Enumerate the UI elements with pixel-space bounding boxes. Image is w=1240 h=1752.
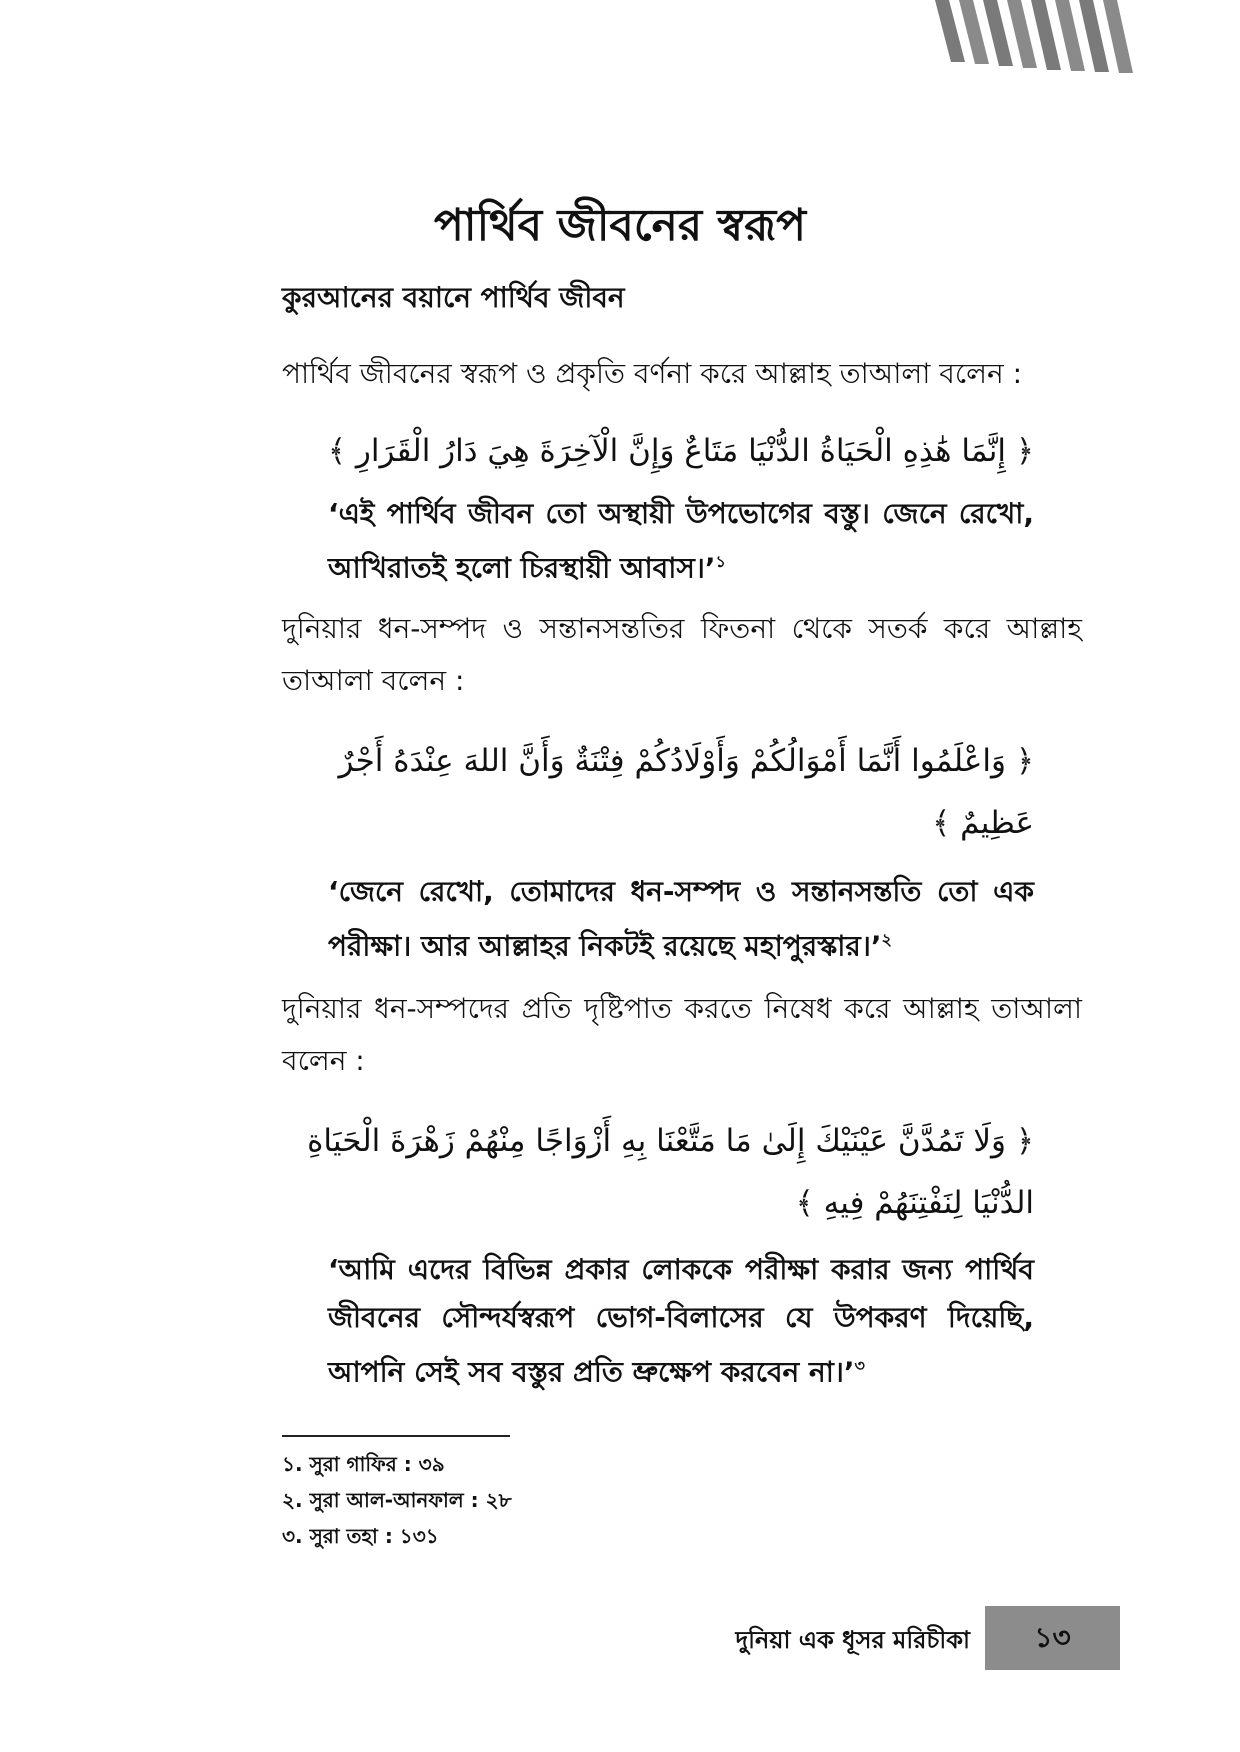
corner-stripe-decoration xyxy=(935,0,1135,74)
intro-paragraph-1: পার্থিব জীবনের স্বরূপ ও প্রকৃতি বর্ণনা করে আল্লাহ তাআলা বলেন : xyxy=(282,357,1023,390)
translation-3: ‘আমি এদের বিভিন্ন প্রকার লোককে পরীক্ষা করার জন্য পার্থিব জীবনের সৌন্দর্যস্বরূপ ভোগ-বিলাসের যে উপকরণ দিয়েছি, আপনি সেই সব বস্তুর প্রতি ভ্রুক্ষেপ করবেন না।’$^৩$ xyxy=(328,1253,1034,1389)
arabic-verse-1: ﴿ إِنَّمَا هَٰذِهِ الْحَيَاةُ الدُّنْيَا مَتَاعٌ وَإِنَّ الْآخِرَةَ هِيَ دَارُ الْقَرَارِ ﴾ xyxy=(327,433,1034,469)
footnote-1: ১. সুরা গাফির : ৩৯ xyxy=(282,1452,445,1476)
section-heading: কুরআনের বয়ানে পার্থিব জীবন xyxy=(282,281,625,314)
footnote-mark: ১ xyxy=(715,552,726,571)
footnote-mark: ২ xyxy=(881,930,892,949)
footnote-mark: ৩ xyxy=(854,1356,865,1375)
page-number: ১৩ xyxy=(1034,1621,1071,1654)
page-number-box xyxy=(985,1606,1120,1670)
footnote-2: ২. সুরা আল-আনফাল : ২৮ xyxy=(282,1488,512,1512)
arabic-verse-2: ﴿ وَاعْلَمُوا أَنَّمَا أَمْوَالُكُمْ وَأَوْلَادُكُمْ فِتْنَةٌ وَأَنَّ اللهَ عِنْدَهُ أَجْرٌ عَظِيمٌ ﴾ xyxy=(338,743,1034,841)
translation-2: ‘জেনে রেখো, তোমাদের ধন-সম্পদ ও সন্তানসন্ততি তো এক পরীক্ষা। আর আল্লাহর নিকটই রয়েছে মহাপুরস্কার।’$^২$ xyxy=(328,875,1034,963)
intro-paragraph-3: দুনিয়ার ধন-সম্পদের প্রতি দৃষ্টিপাত করতে নিষেধ করে আল্লাহ তাআলা বলেন : xyxy=(282,992,1082,1077)
running-footer-title: দুনিয়া এক ধূসর মরিচীকা xyxy=(735,1626,970,1654)
translation-1: ‘এই পার্থিব জীবন তো অস্থায়ী উপভোগের বস্তু। জেনে রেখো, আখিরাতই হলো চিরস্থায়ী আবাস।’$^১$ xyxy=(328,497,1034,585)
footnote-3: ৩. সুরা তহা : ১৩১ xyxy=(282,1524,439,1548)
arabic-verse-3: ﴿ وَلَا تَمُدَّنَّ عَيْنَيْكَ إِلَىٰ مَا مَتَّعْنَا بِهِ أَزْوَاجًا مِنْهُمْ زَهْرَةَ الْحَيَاةِ الدُّنْيَا لِنَفْتِنَهُمْ فِيهِ ﴾ xyxy=(307,1123,1034,1221)
intro-paragraph-2: দুনিয়ার ধন-সম্পদ ও সন্তানসন্ততির ফিতনা থেকে সতর্ক করে আল্লাহ তাআলা বলেন : xyxy=(282,612,1082,697)
page-title: পার্থিব জীবনের স্বরূপ xyxy=(433,200,807,251)
footnote-divider xyxy=(282,1435,510,1437)
